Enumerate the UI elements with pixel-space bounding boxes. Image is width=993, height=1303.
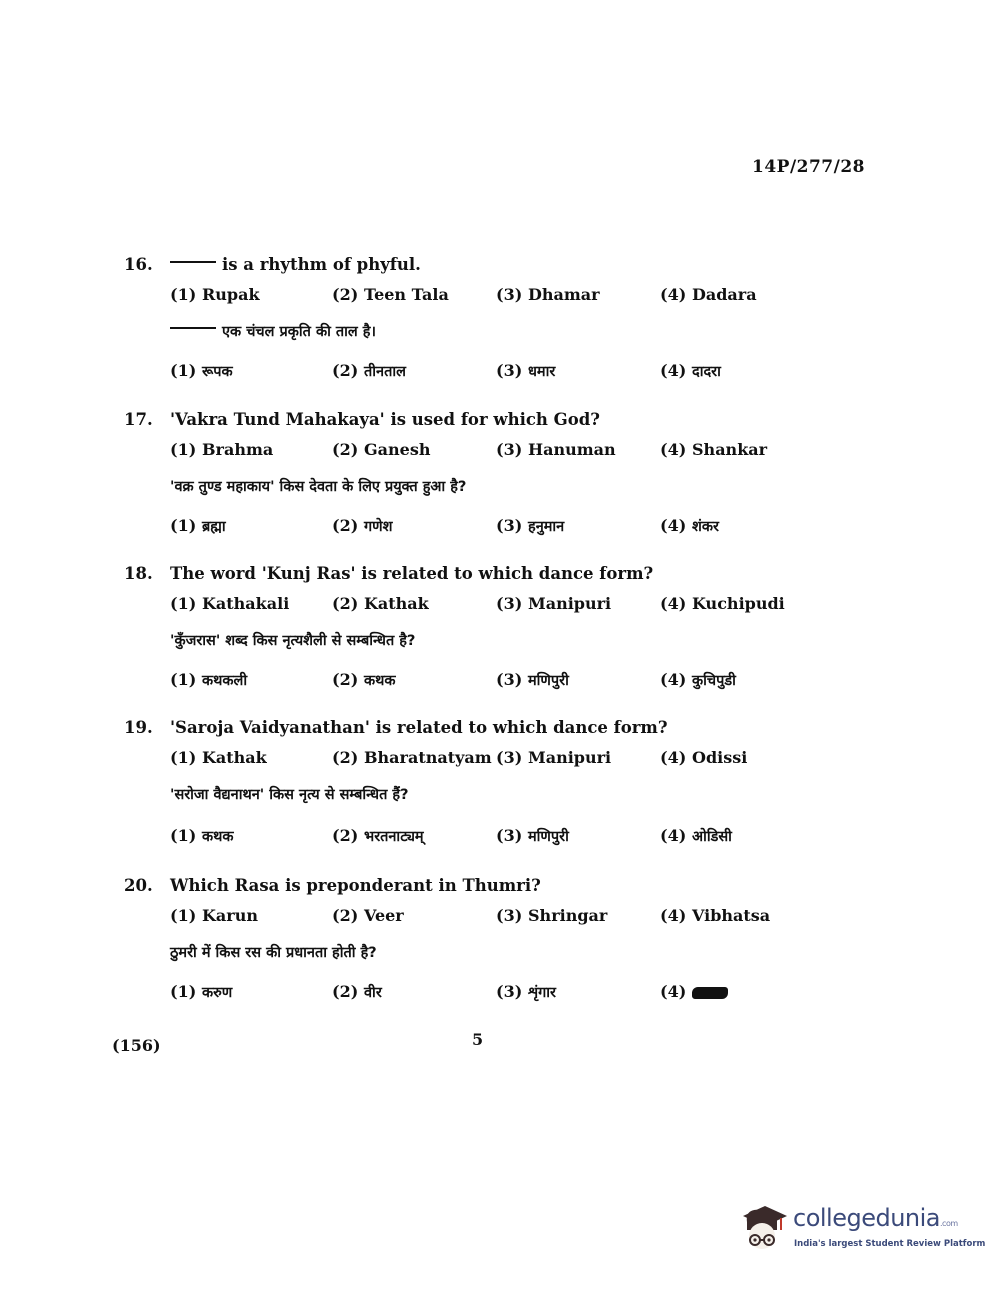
option-3: (3) Manipuri bbox=[496, 748, 612, 767]
options-english bbox=[124, 748, 824, 784]
question-english-line bbox=[124, 718, 824, 748]
options-hindi bbox=[124, 982, 824, 1018]
question-english-line bbox=[124, 410, 824, 440]
question-hindi-line bbox=[124, 321, 824, 361]
option-3: (3) Dhamar bbox=[496, 285, 600, 304]
question-hindi-line bbox=[124, 784, 824, 826]
question-20 bbox=[124, 876, 824, 1018]
question-17 bbox=[124, 410, 824, 552]
question-hindi-line bbox=[124, 476, 824, 516]
option-2: (2) तीनताल bbox=[332, 361, 406, 380]
question-number: 20. bbox=[124, 876, 153, 895]
question-18 bbox=[124, 564, 824, 706]
option-2: (2) कथक bbox=[332, 670, 396, 689]
option-4: (4) ओडिसी bbox=[660, 826, 732, 845]
page-number: 5 bbox=[472, 1030, 484, 1049]
question-text-hindi: 'वक्र तुण्ड महाकाय' किस देवता के लिए प्रयुक्त हुआ है? bbox=[170, 479, 467, 495]
question-hindi-line bbox=[124, 942, 824, 982]
question-text-english: 'Saroja Vaidyanathan' is related to which dance form? bbox=[170, 718, 668, 737]
question-english-line bbox=[124, 876, 824, 906]
brand-tagline: India's largest Student Review Platform bbox=[794, 1239, 986, 1249]
option-1: (1) कथकली bbox=[170, 670, 248, 689]
options-hindi bbox=[124, 361, 824, 397]
question-19 bbox=[124, 718, 824, 862]
option-3: (3) Shringar bbox=[496, 906, 608, 925]
option-4: (4) कुचिपुडी bbox=[660, 670, 736, 689]
option-1: (1) ब्रह्मा bbox=[170, 516, 226, 535]
option-1: (1) Kathakali bbox=[170, 594, 290, 613]
question-16 bbox=[124, 255, 824, 397]
question-number: 16. bbox=[124, 255, 153, 274]
question-number: 17. bbox=[124, 410, 153, 429]
brand-name: collegedunia.com bbox=[793, 1204, 958, 1232]
option-3: (3) Manipuri bbox=[496, 594, 612, 613]
options-hindi bbox=[124, 670, 824, 706]
option-3: (3) शृंगार bbox=[496, 982, 556, 1001]
option-3: (3) Hanuman bbox=[496, 440, 616, 459]
question-text-english: is a rhythm of phyful. bbox=[222, 255, 421, 274]
option-2: (2) वीर bbox=[332, 982, 382, 1001]
options-english bbox=[124, 285, 824, 321]
option-1: (1) रूपक bbox=[170, 361, 233, 380]
answer-blank bbox=[170, 327, 216, 329]
option-4: (4) Dadara bbox=[660, 285, 757, 304]
option-3: (3) हनुमान bbox=[496, 516, 565, 535]
question-number: 19. bbox=[124, 718, 153, 737]
collegedunia-watermark bbox=[737, 1198, 986, 1258]
option-2: (2) Ganesh bbox=[332, 440, 431, 459]
option-1: (1) Kathak bbox=[170, 748, 267, 767]
options-english bbox=[124, 906, 824, 942]
option-1: (1) कथक bbox=[170, 826, 234, 845]
question-text-hindi: 'सरोजा वैद्यनाथन' किस नृत्य से सम्बन्धित हैं? bbox=[170, 787, 409, 803]
option-1: (1) करुण bbox=[170, 982, 233, 1001]
option-2: (2) Kathak bbox=[332, 594, 429, 613]
booklet-count: (156) bbox=[112, 1036, 161, 1055]
option-4: (4) bbox=[660, 982, 728, 1001]
question-hindi-line bbox=[124, 630, 824, 670]
option-2: (2) Veer bbox=[332, 906, 404, 925]
options-english bbox=[124, 440, 824, 476]
answer-blank bbox=[170, 261, 216, 263]
mascot-icon bbox=[737, 1200, 789, 1260]
ink-smudge bbox=[692, 987, 728, 999]
question-text-english: Which Rasa is preponderant in Thumri? bbox=[170, 876, 541, 895]
option-3: (3) मणिपुरी bbox=[496, 826, 569, 845]
option-2: (2) Teen Tala bbox=[332, 285, 449, 304]
option-1: (1) Karun bbox=[170, 906, 258, 925]
question-english-line bbox=[124, 255, 824, 285]
option-1: (1) Brahma bbox=[170, 440, 274, 459]
option-4: (4) शंकर bbox=[660, 516, 719, 535]
question-text-hindi: एक चंचल प्रकृति की ताल है। bbox=[222, 324, 376, 340]
option-4: (4) Shankar bbox=[660, 440, 768, 459]
option-1: (1) Rupak bbox=[170, 285, 260, 304]
option-3: (3) धमार bbox=[496, 361, 556, 380]
question-text-english: 'Vakra Tund Mahakaya' is used for which God? bbox=[170, 410, 600, 429]
option-4: (4) Vibhatsa bbox=[660, 906, 771, 925]
option-4: (4) Odissi bbox=[660, 748, 748, 767]
option-2: (2) भरतनाट्यम् bbox=[332, 826, 424, 845]
question-text-hindi: ठुमरी में किस रस की प्रधानता होती है? bbox=[170, 945, 377, 961]
question-text-hindi: 'कुँजरास' शब्द किस नृत्यशैली से सम्बन्धित है? bbox=[170, 633, 416, 649]
options-english bbox=[124, 594, 824, 630]
question-english-line bbox=[124, 564, 824, 594]
question-text-english: The word 'Kunj Ras' is related to which dance form? bbox=[170, 564, 654, 583]
option-3: (3) मणिपुरी bbox=[496, 670, 569, 689]
paper-code: 14P/277/28 bbox=[752, 157, 866, 177]
option-4: (4) दादरा bbox=[660, 361, 721, 380]
options-hindi bbox=[124, 516, 824, 552]
option-2: (2) गणेश bbox=[332, 516, 393, 535]
option-4: (4) Kuchipudi bbox=[660, 594, 785, 613]
option-2: (2) Bharatnatyam bbox=[332, 748, 492, 767]
question-number: 18. bbox=[124, 564, 153, 583]
options-hindi bbox=[124, 826, 824, 862]
